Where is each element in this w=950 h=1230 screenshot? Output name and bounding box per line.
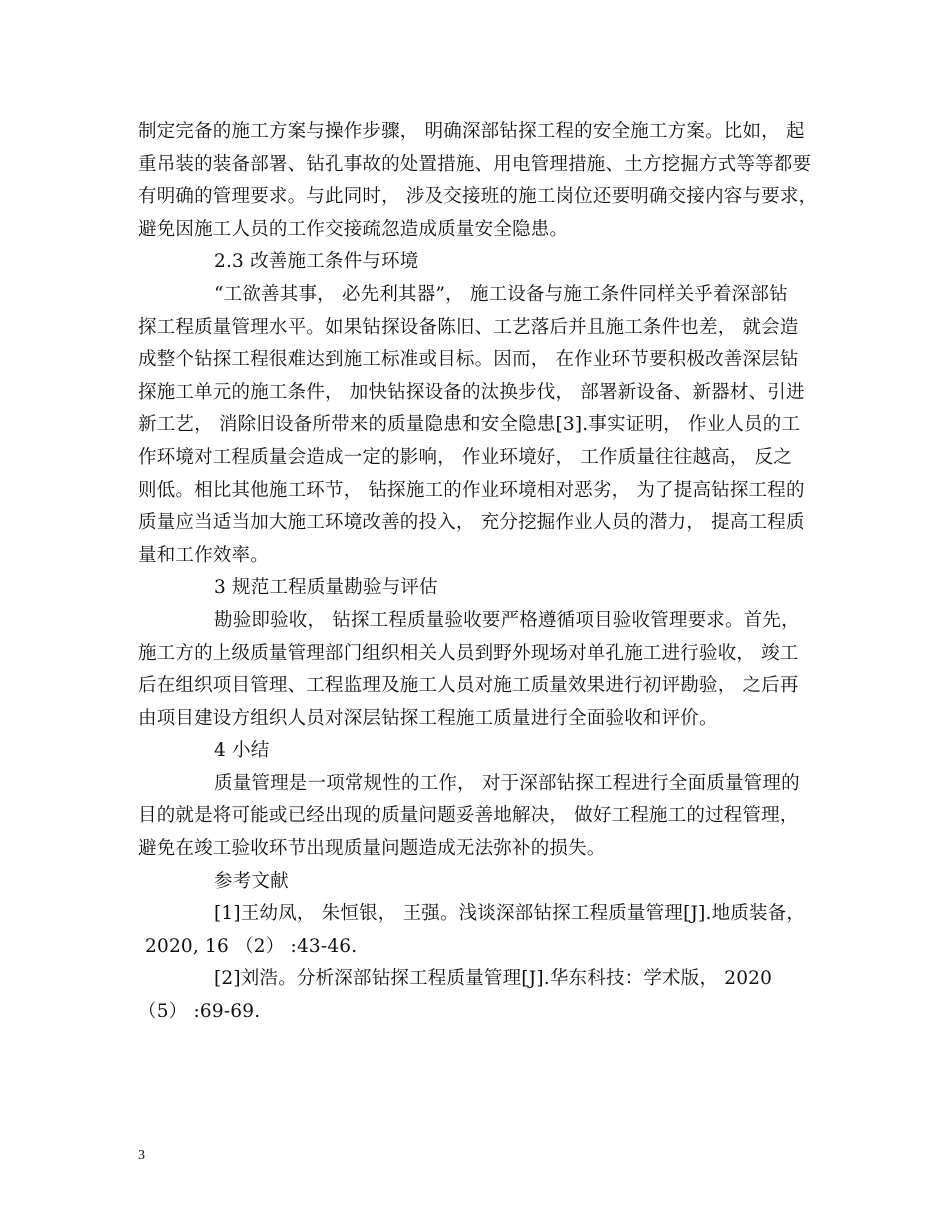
paragraph-line: 探施工单元的施工条件， 加快钻探设备的汰换步伐， 部署新设备、新器材、引进: [138, 381, 805, 403]
paragraph-line: 施工方的上级质量管理部门组织相关人员到野外现场对单孔施工进行验收， 竣工: [138, 642, 799, 664]
paragraph-line: 避免在竣工验收环节出现质量问题造成无法弥补的损失。: [138, 838, 606, 860]
paragraph-line: 成整个钻探工程很难达到施工标准或目标。因而， 在作业环节要积极改善深层钻: [138, 349, 799, 371]
paragraph-line: “工欲善其事， 必先利其器”， 施工设备与施工条件同样关乎着深部钻: [214, 283, 788, 305]
paragraph-line: 探工程质量管理水平。如果钻探设备陈旧、工艺落后并且施工条件也差， 就会造: [138, 316, 799, 338]
paragraph-line: 由项目建设方组织人员对深层钻探工程施工质量进行全面验收和评价。: [138, 707, 718, 729]
page-number: 3: [138, 1148, 145, 1163]
paragraph-line: 质量管理是一项常规性的工作， 对于深部钻探工程进行全面质量管理的: [214, 772, 800, 794]
paragraph-line: 制定完备的施工方案与操作步骤， 明确深部钻探工程的安全施工方案。比如， 起: [138, 121, 805, 142]
document-body: [138, 116, 828, 1029]
references-heading: 参考文献: [214, 870, 289, 892]
reference-item: [1]王幼凤， 朱恒银， 王强。浅谈深部钻探工程质量管理[J].地质装备，: [214, 903, 806, 925]
paragraph-line: 目的就是将可能或已经出现的质量问题妥善地解决， 做好工程施工的过程管理，: [138, 805, 799, 827]
section-heading-3: 3 规范工程质量勘验与评估: [214, 577, 438, 599]
paragraph-line: 新工艺， 消除旧设备所带来的质量隐患和安全隐患[3].事实证明， 作业人员的工: [138, 414, 801, 436]
paragraph-line: 则低。相比其他施工环节， 钻探施工的作业环境相对恶劣， 为了提高钻探工程的: [138, 479, 805, 501]
reference-item-continuation: 2020, 16 （2） :43-46.: [145, 935, 358, 957]
paragraph-line: 勘验即验收， 钻探工程质量验收要严格遵循项目验收管理要求。首先，: [214, 609, 800, 631]
paragraph-line: 作环境对工程质量会造成一定的影响， 作业环境好， 工作质量往往越高， 反之: [138, 446, 793, 468]
paragraph-line: 质量应当适当加大施工环境改善的投入， 充分挖掘作业人员的潜力， 提高工程质: [138, 512, 805, 534]
paragraph-line: 后在组织项目管理、工程监理及施工人员对施工质量效果进行初评勘验， 之后再: [138, 675, 799, 697]
paragraph-line: 量和工作效率。: [138, 544, 269, 566]
reference-item: [2]刘浩。分析深部钻探工程质量管理[J].华东科技：学术版， 2020: [214, 968, 773, 990]
reference-item-continuation: （5） :69-69.: [138, 1001, 261, 1023]
paragraph-line: 避免因施工人员的工作交接疏忽造成质量安全隐患。: [138, 218, 569, 240]
section-heading-2-3: 2.3 改善施工条件与环境: [214, 251, 419, 273]
paragraph-line: 重吊装的装备部署、钻孔事故的处置措施、用电管理措施、土方挖掘方式等等都要: [138, 153, 812, 175]
paragraph-line: 有明确的管理要求。与此同时， 涉及交接班的施工岗位还要明确交接内容与要求，: [138, 186, 818, 208]
section-heading-4: 4 小结: [214, 740, 270, 762]
